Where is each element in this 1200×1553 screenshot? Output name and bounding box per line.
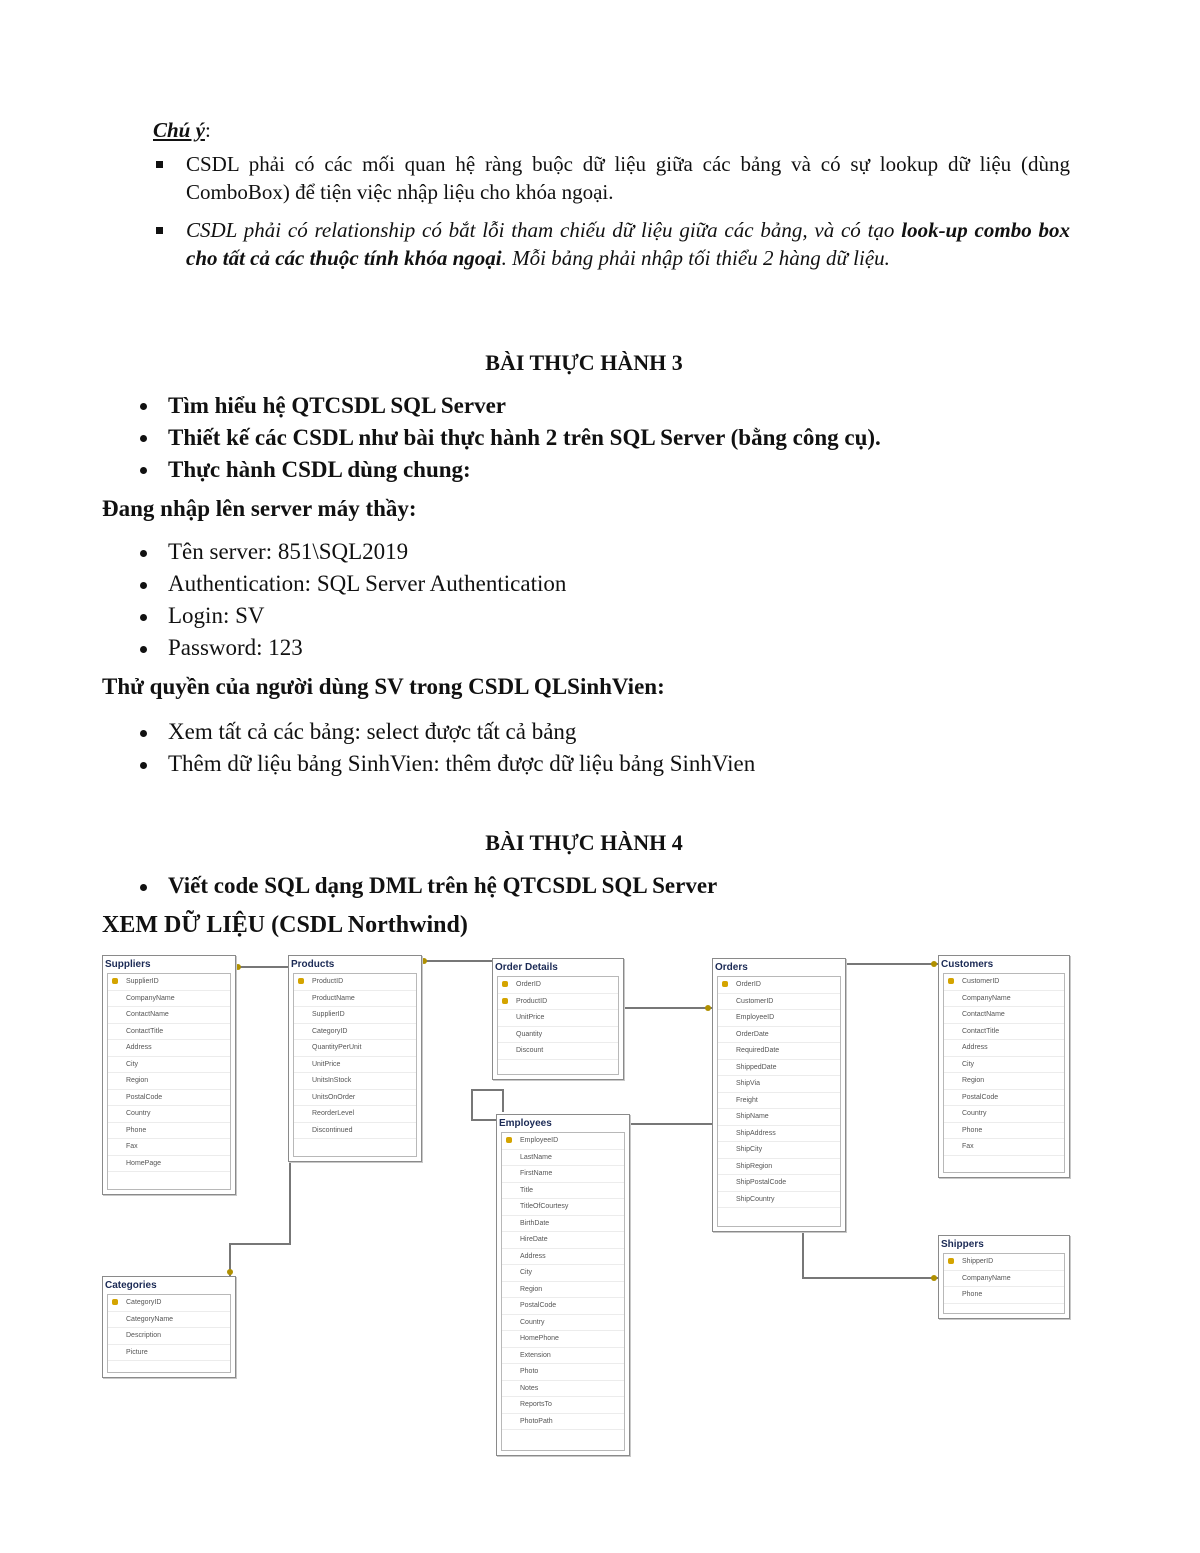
column-row: [108, 1139, 230, 1156]
permission-item-2: Thêm dữ liệu bảng SinhVien: thêm được dữ liệu bảng SinhVien: [168, 751, 756, 776]
column-row: [944, 974, 1064, 991]
column-name: CompanyName: [126, 994, 175, 1002]
column-row: [944, 1040, 1064, 1057]
column-row: [108, 1024, 230, 1041]
column-row: [502, 1364, 624, 1381]
column-row: [294, 1040, 416, 1057]
column-row: [108, 1090, 230, 1107]
column-name: Title: [520, 1186, 533, 1194]
column-name: PhotoPath: [520, 1417, 553, 1425]
note-colon: :: [204, 118, 211, 142]
column-name: CategoryID: [312, 1027, 348, 1035]
note-item-2-part-a: CSDL phải có relationship có bắt lỗi tham chiếu dữ liệu giữa các bảng, và có tạo: [186, 218, 902, 242]
column-name: ProductName: [312, 994, 355, 1002]
primary-key-icon: [948, 1258, 954, 1264]
column-name: Quantity: [516, 1030, 543, 1038]
column-name: ContactName: [126, 1011, 169, 1018]
column-row: [944, 1007, 1064, 1024]
column-name: TitleOfCourtesy: [520, 1203, 569, 1210]
view-data-heading: XEM DỮ LIỆU (CSDL Northwind): [102, 912, 468, 938]
column-row: [502, 1282, 624, 1299]
column-name: Country: [126, 1110, 151, 1117]
column-row: [498, 1043, 618, 1060]
table-title: Products: [291, 959, 335, 970]
primary-key-icon: [948, 978, 954, 984]
table-suppliers[interactable]: [102, 955, 236, 1195]
column-name: ShipVia: [736, 1080, 761, 1087]
column-name: OrderID: [516, 981, 541, 988]
column-name: Phone: [962, 1291, 983, 1298]
column-row: [498, 1010, 618, 1027]
column-name: ShipCity: [736, 1146, 763, 1153]
column-name: ShippedDate: [736, 1063, 777, 1071]
column-row: [108, 1295, 230, 1312]
column-name: CompanyName: [962, 994, 1011, 1002]
column-row: [498, 1027, 618, 1044]
column-row: [108, 1040, 230, 1057]
column-name: UnitsInStock: [312, 1077, 352, 1084]
column-name: FirstName: [520, 1170, 553, 1177]
column-name: ContactTitle: [126, 1027, 164, 1035]
column-row: [718, 1192, 840, 1209]
table-customers[interactable]: [938, 955, 1070, 1178]
column-list: [497, 976, 619, 1075]
primary-key-icon: [502, 981, 508, 987]
table-orders[interactable]: [712, 958, 846, 1232]
column-name: QuantityPerUnit: [312, 1044, 362, 1051]
permission-heading: Thử quyền của người dùng SV trong CSDL QLSinhVien:: [102, 674, 665, 699]
table-employees[interactable]: [496, 1114, 630, 1456]
column-row: [944, 1090, 1064, 1107]
column-name: Fax: [126, 1143, 138, 1150]
column-name: SupplierID: [312, 1011, 345, 1018]
column-row: [108, 1156, 230, 1173]
column-list: [107, 973, 231, 1190]
column-name: ShipAddress: [736, 1129, 776, 1137]
column-row: [502, 1265, 624, 1282]
column-name: HireDate: [520, 1236, 548, 1243]
column-row: [944, 1057, 1064, 1074]
table-title: Shippers: [941, 1239, 984, 1250]
column-list: [107, 1294, 231, 1373]
column-row: [108, 1073, 230, 1090]
column-row: [944, 1254, 1064, 1271]
column-name: ContactTitle: [962, 1027, 1000, 1035]
rel-orders-shippers: [803, 1232, 938, 1278]
column-name: Country: [520, 1318, 545, 1326]
primary-key-icon: [502, 998, 508, 1004]
table-title: Suppliers: [105, 959, 151, 970]
column-row: [108, 1007, 230, 1024]
column-row: [108, 991, 230, 1008]
login-user: Login: SV: [168, 603, 265, 628]
column-row: [502, 1232, 624, 1249]
column-row: [294, 1057, 416, 1074]
column-row: [498, 977, 618, 994]
column-row: [944, 1271, 1064, 1288]
lab4-bullet-1: Viết code SQL dạng DML trên hệ QTCSDL SQL Server: [168, 873, 718, 898]
column-row: [944, 1106, 1064, 1123]
permission-item-1: Xem tất cả các bảng: select được tất cả bảng: [168, 719, 577, 744]
column-row: [502, 1381, 624, 1398]
primary-key-icon: [298, 978, 304, 984]
rel-products-categories: [230, 1160, 290, 1276]
column-name: BirthDate: [520, 1219, 550, 1227]
column-row: [502, 1298, 624, 1315]
column-name: Phone: [962, 1126, 983, 1134]
column-row: [294, 1007, 416, 1024]
column-row: [502, 1414, 624, 1431]
note-item-1: CSDL phải có các mối quan hệ ràng buộc dữ liệu giữa các bảng và có sự lookup dữ liệu (dùng ComboBox) để tiện việc nhập liệu cho khóa ngoại.: [186, 152, 1070, 204]
column-name: City: [520, 1269, 533, 1276]
column-name: ProductID: [312, 978, 344, 985]
column-row: [108, 1057, 230, 1074]
column-row: [502, 1331, 624, 1348]
column-row: [944, 1024, 1064, 1041]
column-row: [718, 1126, 840, 1143]
column-name: Fax: [962, 1143, 974, 1150]
table-title: Orders: [715, 962, 748, 973]
column-name: PostalCode: [520, 1302, 557, 1309]
column-list: [717, 976, 841, 1227]
column-row: [502, 1199, 624, 1216]
column-name: CategoryID: [126, 1299, 162, 1306]
key-end-icon: [931, 1275, 937, 1281]
key-end-icon: [227, 1269, 233, 1275]
column-name: ShipCountry: [736, 1195, 775, 1203]
primary-key-icon: [506, 1137, 512, 1143]
note-title: Chú ý: [153, 118, 205, 142]
column-name: Picture: [126, 1348, 148, 1356]
column-row: [718, 1109, 840, 1126]
note-item-2-part-c: . Mỗi bảng phải nhập tối thiểu 2 hàng dữ liệu.: [501, 246, 890, 270]
column-list: [943, 973, 1065, 1173]
column-row: [718, 1142, 840, 1159]
column-name: ShipName: [736, 1113, 769, 1120]
note-item-2-emphasis: look-up combo box cho tất cả các thuộc tính khóa ngoại: [186, 218, 1070, 270]
lab3-bullet-2: Thiết kế các CSDL như bài thực hành 2 trên SQL Server (bằng công cụ).: [168, 425, 881, 450]
table-categories[interactable]: [102, 1276, 236, 1378]
lab4-title: BÀI THỰC HÀNH 4: [485, 830, 683, 855]
column-row: [502, 1166, 624, 1183]
column-row: [108, 1106, 230, 1123]
column-row: [718, 1175, 840, 1192]
column-row: [718, 1159, 840, 1176]
column-row: [108, 1328, 230, 1345]
column-row: [502, 1249, 624, 1266]
column-name: UnitsOnOrder: [312, 1093, 356, 1101]
column-name: ReportsTo: [520, 1401, 552, 1408]
column-row: [502, 1315, 624, 1332]
column-name: Address: [126, 1044, 152, 1051]
column-name: ReorderLevel: [312, 1110, 355, 1117]
column-name: HomePage: [126, 1159, 162, 1167]
primary-key-icon: [112, 978, 118, 984]
column-row: [718, 1076, 840, 1093]
column-name: CompanyName: [962, 1274, 1011, 1282]
column-name: City: [126, 1060, 139, 1068]
column-list: [943, 1253, 1065, 1314]
column-name: CustomerID: [736, 997, 774, 1005]
column-name: Address: [962, 1044, 988, 1051]
column-row: [294, 1090, 416, 1107]
column-list: [501, 1132, 625, 1451]
column-row: [294, 1123, 416, 1140]
column-row: [498, 994, 618, 1011]
column-name: Region: [126, 1077, 149, 1084]
column-name: ShipperID: [962, 1258, 994, 1265]
column-name: Discount: [516, 1047, 544, 1054]
column-name: UnitPrice: [312, 1060, 341, 1068]
column-name: ShipPostalCode: [736, 1179, 787, 1186]
column-row: [718, 1043, 840, 1060]
column-row: [944, 1287, 1064, 1304]
column-name: SupplierID: [126, 978, 159, 985]
column-row: [944, 1123, 1064, 1140]
lab3-title: BÀI THỰC HÀNH 3: [485, 350, 683, 375]
column-name: ContactName: [962, 1011, 1005, 1018]
column-row: [294, 974, 416, 991]
column-row: [294, 1106, 416, 1123]
column-name: Phone: [126, 1126, 147, 1134]
login-server: Tên server: 851\SQL2019: [168, 539, 409, 564]
table-title: Customers: [941, 959, 994, 970]
column-name: OrderDate: [736, 1030, 769, 1038]
column-name: PostalCode: [126, 1093, 163, 1101]
login-heading: Đang nhập lên server máy thầy:: [102, 496, 417, 521]
table-order-details[interactable]: [492, 958, 624, 1080]
login-auth: Authentication: SQL Server Authentication: [168, 571, 567, 596]
table-title: Employees: [499, 1118, 552, 1129]
table-title: Categories: [105, 1280, 157, 1291]
lab3-bullet-1: Tìm hiểu hệ QTCSDL SQL Server: [168, 393, 507, 418]
column-name: EmployeeID: [520, 1137, 559, 1144]
column-name: Description: [126, 1332, 162, 1339]
column-list: [293, 973, 417, 1157]
column-row: [502, 1216, 624, 1233]
column-name: UnitPrice: [516, 1014, 545, 1021]
column-name: Country: [962, 1110, 987, 1117]
column-row: [718, 1060, 840, 1077]
column-name: EmployeeID: [736, 1014, 775, 1021]
column-row: [944, 991, 1064, 1008]
column-row: [718, 1093, 840, 1110]
column-row: [108, 1123, 230, 1140]
column-row: [718, 977, 840, 994]
table-title: Order Details: [495, 962, 558, 973]
column-row: [108, 974, 230, 991]
column-name: Photo: [520, 1368, 539, 1375]
column-name: PostalCode: [962, 1093, 999, 1101]
key-end-icon: [705, 1005, 711, 1011]
lab3-bullet-3: Thực hành CSDL dùng chung:: [168, 457, 471, 482]
column-row: [502, 1183, 624, 1200]
column-name: Notes: [520, 1384, 539, 1392]
column-name: Address: [520, 1252, 546, 1260]
column-row: [502, 1348, 624, 1365]
column-row: [502, 1133, 624, 1150]
column-row: [718, 1010, 840, 1027]
column-row: [294, 991, 416, 1008]
column-row: [108, 1312, 230, 1329]
column-row: [294, 1073, 416, 1090]
column-row: [294, 1024, 416, 1041]
column-name: ProductID: [516, 997, 548, 1005]
column-name: LastName: [520, 1153, 552, 1161]
column-row: [502, 1397, 624, 1414]
primary-key-icon: [722, 981, 728, 987]
column-name: Discontinued: [312, 1126, 353, 1134]
column-row: [108, 1345, 230, 1362]
column-name: CategoryName: [126, 1315, 174, 1323]
column-row: [718, 994, 840, 1011]
column-name: OrderID: [736, 981, 761, 988]
column-row: [944, 1139, 1064, 1156]
column-row: [502, 1150, 624, 1167]
primary-key-icon: [112, 1299, 118, 1305]
column-name: RequiredDate: [736, 1047, 780, 1054]
column-name: HomePhone: [520, 1335, 559, 1342]
key-end-icon: [931, 961, 937, 967]
column-name: Region: [520, 1285, 543, 1293]
table-products[interactable]: [288, 955, 422, 1162]
column-name: Region: [962, 1077, 985, 1084]
column-row: [718, 1027, 840, 1044]
login-password: Password: 123: [168, 635, 303, 660]
column-name: CustomerID: [962, 978, 1000, 985]
column-name: Extension: [520, 1351, 551, 1359]
table-shippers[interactable]: [938, 1235, 1070, 1319]
column-name: Freight: [736, 1096, 758, 1104]
column-row: [944, 1073, 1064, 1090]
column-name: City: [962, 1060, 975, 1068]
column-name: ShipRegion: [736, 1162, 773, 1170]
